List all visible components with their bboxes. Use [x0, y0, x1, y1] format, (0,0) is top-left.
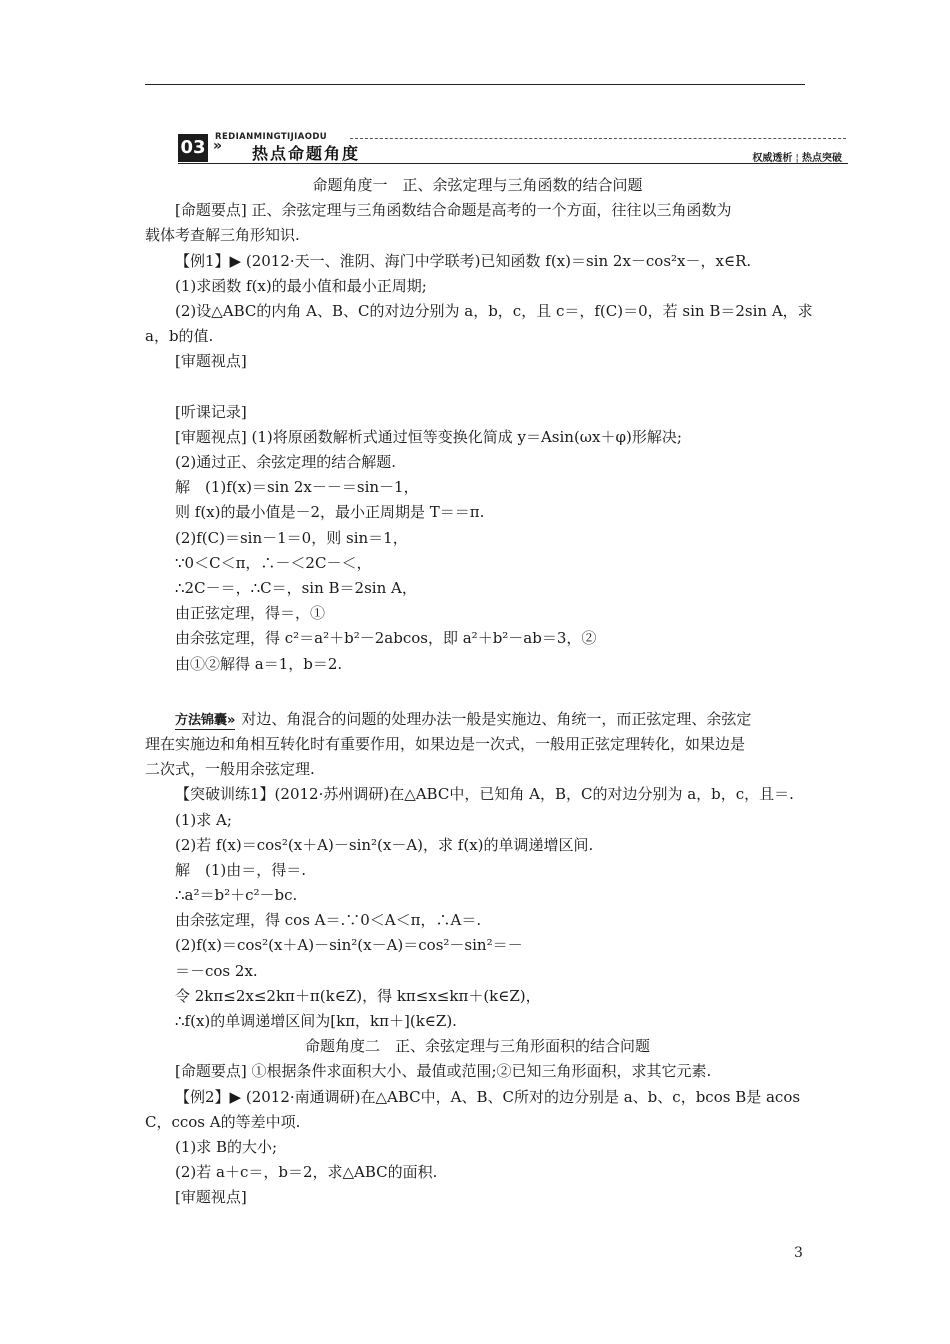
text-line: 二次式，一般用余弦定理. — [145, 760, 315, 779]
text-line: (1)求函数 f(x)的最小值和最小正周期; — [175, 276, 427, 295]
text-line: 由余弦定理，得 c²＝a²＋b²－2abcos，即 a²＋b²－ab＝3，② — [175, 629, 597, 648]
text-line: C，ccos A的等差中项. — [145, 1112, 301, 1131]
text-line: ∵0＜C＜π，∴－＜2C－＜， — [175, 553, 372, 572]
text-line: ∴a²＝b²＋c²－bc. — [175, 886, 298, 905]
banner-dash-line — [350, 138, 846, 139]
method-label: 方法锦囊» — [175, 712, 236, 728]
text-line: (2)若 f(x)＝cos²(x＋A)－sin²(x－A)，求 f(x)的单调递增区间. — [175, 835, 594, 854]
text-line: (1)求 B的大小; — [175, 1137, 278, 1156]
text-line: 由余弦定理，得 cos A＝.∵0＜A＜π，∴A＝. — [175, 911, 482, 930]
text-line: 由①②解得 a＝1，b＝2. — [175, 654, 343, 673]
text-line: (1)求 A; — [175, 810, 232, 829]
text-line: [审题视点] — [175, 1188, 247, 1207]
example-2-heading: 【例2】▶ (2012·南通调研)在△ABC中，A、B、C所对的边分别是 a、b、c，bcos B是 acos — [175, 1087, 801, 1106]
text-line: ∴2C－＝，∴C＝，sin B＝2sin A， — [175, 579, 417, 597]
section-heading-2: 命题角度二 正、余弦定理与三角形面积的结合问题 — [304, 1037, 650, 1056]
banner-right-b: 热点突破 — [802, 153, 842, 164]
text-line: (2)f(C)＝sin－1＝0，则 sin＝1， — [175, 528, 408, 547]
text-line: [审题视点] — [175, 352, 247, 371]
text-line: (2)设△ABC的内角 A、B、C的对边分别为 a，b，c，且 c＝，f(C)＝0，若 sin B＝2sin A，求 — [175, 301, 813, 320]
text-line: [听课记录] — [175, 402, 247, 421]
banner-title: 热点命题角度 — [252, 144, 361, 163]
banner-number: 03 — [178, 134, 208, 162]
text-line: ＝－cos 2x. — [175, 961, 258, 980]
text-line: ∴f(x)的单调递增区间为[kπ，kπ＋](k∈Z). — [175, 1012, 457, 1030]
banner-subtitle: REDIANMINGTIJIAODU — [215, 132, 328, 142]
top-rule — [145, 84, 805, 85]
text-line: 令 2kπ≤2x≤2kπ＋π(k∈Z)，得 kπ≤x≤kπ＋(k∈Z)， — [175, 986, 541, 1005]
document-body — [145, 173, 813, 1211]
example-1-heading: 【例1】▶ (2012·天一、淮阴、海门中学联考)已知函数 f(x)＝sin 2x－cos²x－，x∈R. — [175, 251, 752, 270]
text-line: (2)若 a＋c＝，b＝2，求△ABC的面积. — [175, 1163, 438, 1182]
text-line: 解 (1)由＝，得＝. — [175, 860, 307, 879]
banner-right-a: 权威透析 — [752, 153, 793, 164]
text-line: 则 f(x)的最小值是－2，最小正周期是 T＝＝π. — [175, 503, 485, 522]
text-line: 载体考查解三角形知识. — [145, 226, 300, 245]
text-line: [审题视点] (1)将原函数解析式通过恒等变换化简成 y＝Asin(ωx＋φ)形解决; — [175, 427, 682, 446]
banner-right-label: 权威透析 ¦ 热点突破 — [752, 153, 842, 164]
text-line: 由正弦定理，得＝，① — [175, 604, 326, 623]
text-line: 理在实施边和角相互转化时有重要作用，如果边是一次式，一般用正弦定理转化，如果边是 — [145, 734, 746, 753]
banner-arrows-icon: » — [213, 138, 223, 154]
text-line: [命题要点] ①根据条件求面积大小、最值或范围;②已知三角形面积，求其它元素. — [175, 1062, 712, 1081]
text-line: (2)f(x)＝cos²(x＋A)－sin²(x－A)＝cos²－sin²＝－ — [175, 936, 523, 955]
practice-1-heading: 【突破训练1】(2012·苏州调研)在△ABC中，已知角 A，B，C的对边分别为 a，b，c，且＝. — [175, 785, 794, 804]
text-line: a，b的值. — [145, 327, 214, 346]
banner-underline — [178, 163, 848, 164]
method-tip-line — [145, 707, 810, 732]
section-heading-1: 命题角度一 正、余弦定理与三角函数的结合问题 — [312, 176, 643, 194]
section-banner — [175, 128, 848, 166]
page-number: 3 — [794, 1245, 803, 1261]
text-line: [命题要点] 正、余弦定理与三角函数结合命题是高考的一个方面，往往以三角函数为 — [175, 201, 732, 220]
text-line: (2)通过正、余弦定理的结合解题. — [175, 453, 397, 472]
method-tip-text: 对边、角混合的问题的处理办法一般是实施边、角统一，而正弦定理、余弦定 — [241, 709, 752, 728]
text-line: 解 (1)f(x)＝sin 2x－－＝sin－1， — [175, 478, 419, 497]
